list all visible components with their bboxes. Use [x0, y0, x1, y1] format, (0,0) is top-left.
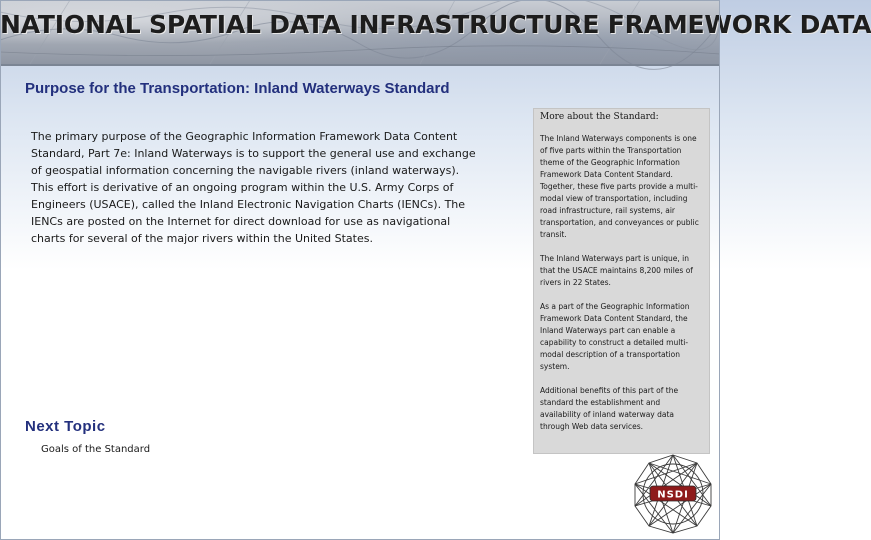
banner-title: NATIONAL SPATIAL DATA INFRASTRUCTURE FRAMEWORK DATA: [0, 10, 871, 39]
sidebar-paragraph: The Inland Waterways components is one of five parts within the Transportation theme of the Geographic Information Framework Data Content Standard. Together, these five parts provide a multi-modal view of transportation, including road infrastructure, rail systems, air transportation, and conveyances or public transit.: [540, 134, 699, 239]
header-banner: [0, 0, 871, 66]
next-topic-link[interactable]: Goals of the Standard: [41, 444, 151, 455]
sidebar-paragraph: As a part of the Geographic Information Framework Data Content Standard, the Inland Waterways part can enable a capability to construct a detailed multi-modal description of a transportation system.: [540, 302, 690, 371]
nsdi-globe-icon: [630, 452, 716, 536]
sidebar-paragraph: The Inland Waterways part is unique, in that the USACE maintains 8,200 miles of rivers in 22 States.: [540, 254, 693, 287]
sidebar-body: [540, 133, 700, 445]
sidebar-paragraph: Additional benefits of this part of the standard the establishment and availability of inland waterway data through Web data services.: [540, 386, 679, 431]
page-title: Purpose for the Transportation: Inland Waterways Standard: [25, 80, 450, 97]
next-topic-heading: Next Topic: [25, 418, 106, 435]
sidebar-heading: More about the Standard:: [540, 112, 659, 122]
logo-label: NSDI: [657, 489, 689, 501]
body-text: The primary purpose of the Geographic Information Framework Data Content Standard, Part 7e: Inland Waterways is to support the general use and exchange of geospatial information concerning the navigable rivers (inland waterways). This effort is derivative of an ongoing program within the U.S. Army Corps of Engineers (USACE), called the Inland Electronic Navigation Charts (IENCs). The IENCs are posted on the Internet for direct download for use as navigational charts for several of the major rivers within the United States.: [31, 130, 476, 245]
